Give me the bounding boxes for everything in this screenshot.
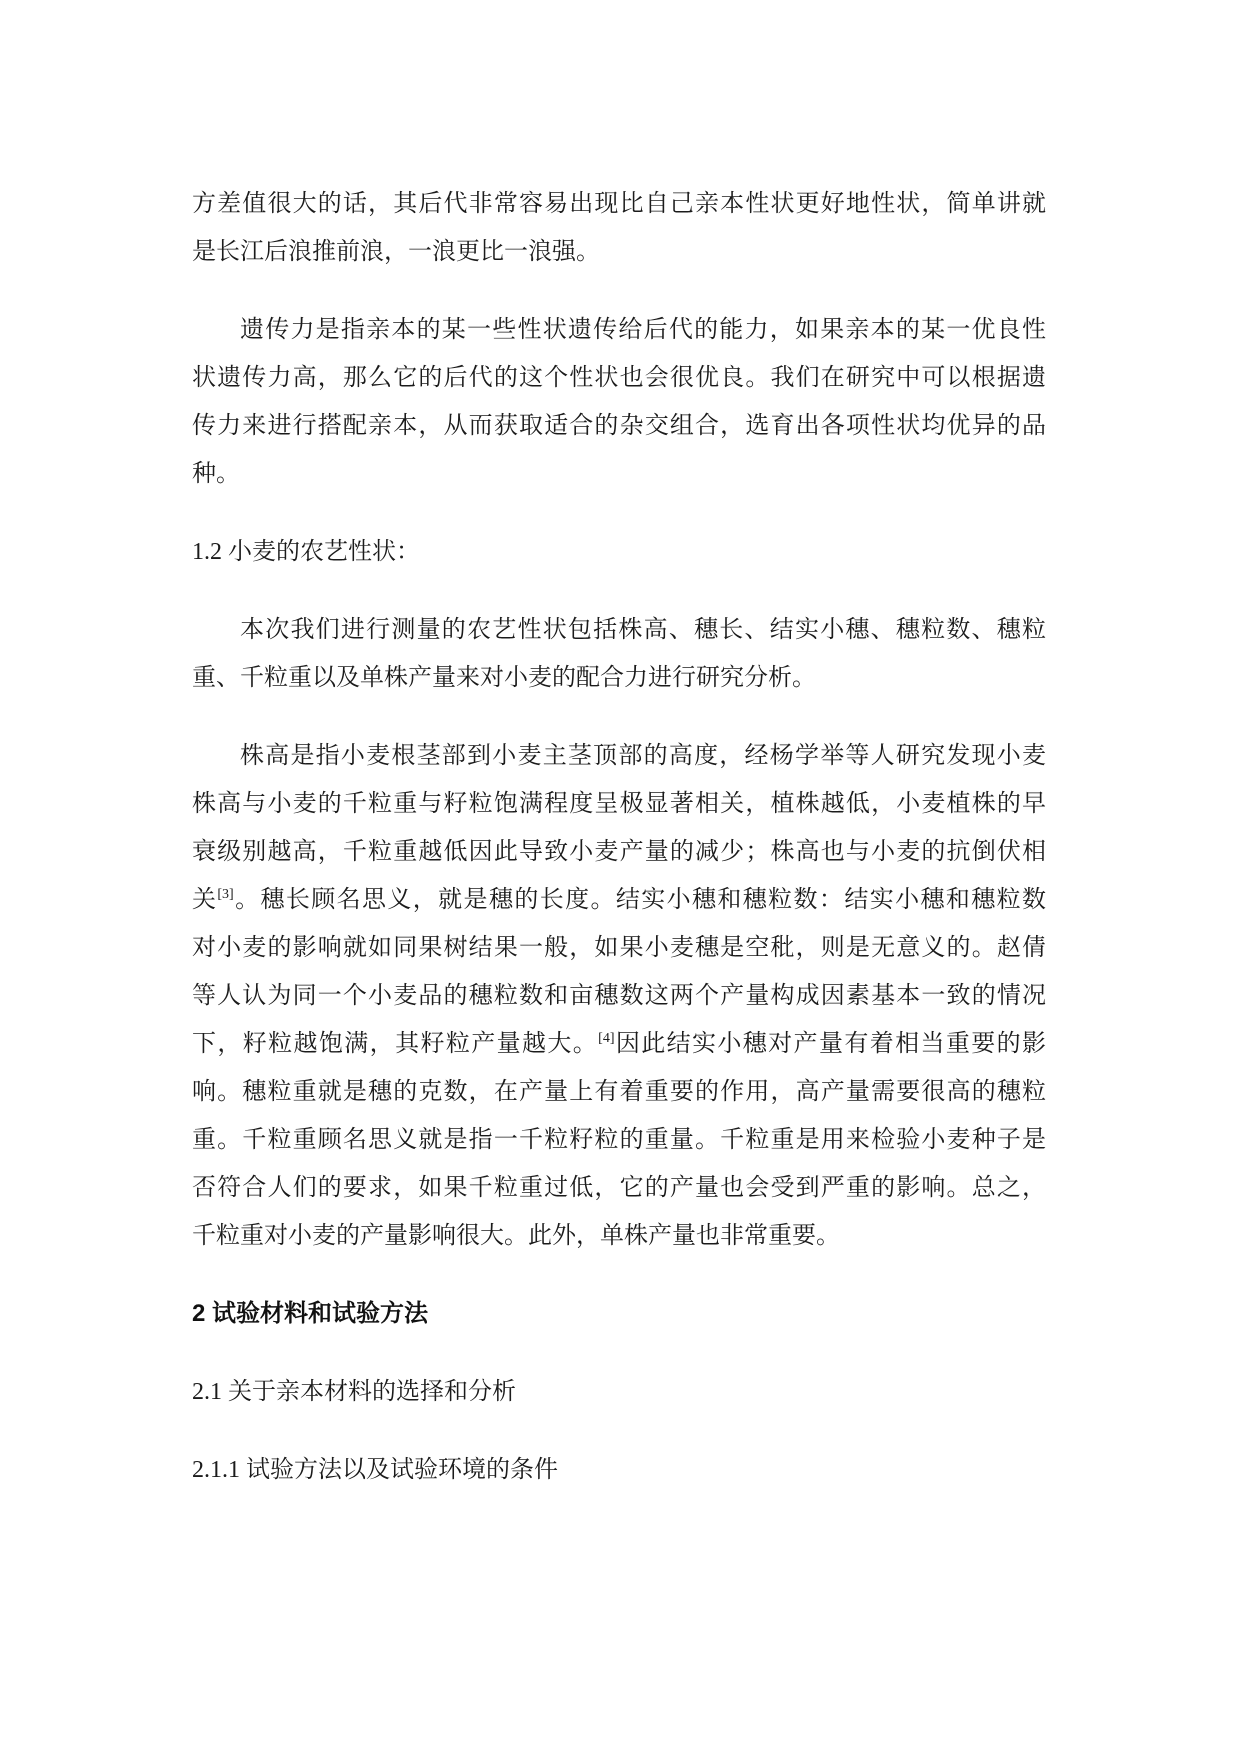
paragraph-line-with-citation <box>192 876 1046 924</box>
page-body <box>192 180 1046 1524</box>
paragraph-line: 对小麦的影响就如同果树结果一般，如果小麦穗是空秕，则是无意义的。赵倩 <box>192 935 1046 961</box>
subsection-heading-2-1-1: 2.1.1 试验方法以及试验环境的条件 <box>192 1457 558 1483</box>
citation-superscript: [3] <box>217 887 234 902</box>
paragraph-line: 否符合人们的要求，如果千粒重过低，它的产量也会受到严重的影响。总之， <box>192 1175 1046 1201</box>
paragraph-plant-height <box>192 732 1046 1260</box>
chapter-heading-2: 2 试验材料和试验方法 <box>192 1300 429 1327</box>
paragraph-line: 衰级别越高，千粒重越低因此导致小麦产量的减少；株高也与小麦的抗倒伏相 <box>192 839 1046 865</box>
paragraph-line: 响。穗粒重就是穗的克数，在产量上有着重要的作用，高产量需要很高的穗粒 <box>192 1079 1046 1105</box>
paragraph-line: 状遗传力高，那么它的后代的这个性状也会很优良。我们在研究中可以根据遗 <box>192 365 1046 391</box>
paragraph-line: 千粒重对小麦的产量影响很大。此外，单株产量也非常重要。 <box>192 1223 840 1249</box>
paragraph-line: 重。千粒重顾名思义就是指一千粒籽粒的重量。千粒重是用来检验小麦种子是 <box>192 1127 1046 1153</box>
paragraph-line: 株高是指小麦根茎部到小麦主茎顶部的高度，经杨学举等人研究发现小麦 <box>240 743 1046 769</box>
paragraph-line: 株高与小麦的千粒重与籽粒饱满程度呈极显著相关，植株越低，小麦植株的早 <box>192 791 1046 817</box>
paragraph-line: 本次我们进行测量的农艺性状包括株高、穗长、结实小穗、穗粒数、穗粒 <box>240 617 1046 643</box>
paragraph-continued <box>192 180 1046 276</box>
line-text: 因此结实小穗对产量有着相当重要的影 <box>614 1031 1046 1057</box>
paragraph-line: 等人认为同一个小麦品的穗粒数和亩穗数这两个产量构成因素基本一致的情况 <box>192 983 1046 1009</box>
line-text: 关 <box>192 887 218 913</box>
paragraph-line: 重、千粒重以及单株产量来对小麦的配合力进行研究分析。 <box>192 665 816 691</box>
section-heading-2-1: 2.1 关于亲本材料的选择和分析 <box>192 1379 516 1405</box>
paragraph-traits-intro <box>192 606 1046 702</box>
paragraph-heritability <box>192 306 1046 498</box>
line-text: 。穗长顾名思义，就是穗的长度。结实小穗和穗粒数：结实小穗和穗粒数 <box>233 887 1046 913</box>
line-text: 下，籽粒越饱满，其籽粒产量越大。 <box>192 1031 599 1057</box>
paragraph-line: 遗传力是指亲本的某一些性状遗传给后代的能力，如果亲本的某一优良性 <box>240 317 1046 343</box>
paragraph-line-with-citation <box>192 1020 1046 1068</box>
paragraph-line: 种。 <box>192 461 240 487</box>
paragraph-line: 是长江后浪推前浪，一浪更比一浪强。 <box>192 239 600 265</box>
paragraph-line: 传力来进行搭配亲本，从而获取适合的杂交组合，选育出各项性状均优异的品 <box>192 413 1046 439</box>
citation-superscript: [4] <box>598 1031 615 1046</box>
section-heading-1-2: 1.2 小麦的农艺性状： <box>192 539 420 565</box>
paragraph-line: 方差值很大的话，其后代非常容易出现比自己亲本性状更好地性状，简单讲就 <box>192 191 1046 217</box>
